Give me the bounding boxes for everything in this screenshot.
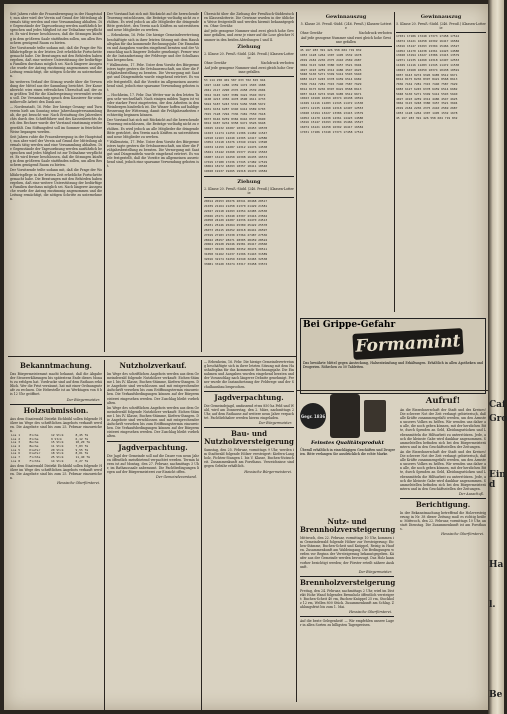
lottery-row: 3062 3115 3248 3380 3457 3521 3694 [396,101,458,106]
lottery-row: 5048 5130 5271 5349 5412 5593 5640 [300,72,362,77]
article-paragraph: — Nordenstadt, 16. Febr. Der hiesige Gesang- und Turnverein hielt am Sonntag seine Jahreshauptversammlung ab, die gut besucht war. Nach Erstattung des Jahresberichts durch den Schriftführer und des Kassenberichts durch den Rechner wurde der Vorstand einstimmig wiedergewählt. Das Stiftungsfest soll im Sommer in feierlicher Weise begangen werden. [10,105,102,134]
article-paragraph: Der Vorsitzende teilte sodann mit, daß die Frage der Wohlfahrtspflege in der letzten Zeit erhebliche Fortschritte gemacht habe. Die Beratungen mit den Behörden haben ergeben, daß eine weitere Unterstützung der bedürftigen Familien durchaus möglich sei. Nach längerer Aussprache wurde der Antrag einstimmig angenommen und die Leitung ermächtigt, die nötigen Schritte zu unternehmen. [10,168,102,202]
column-divider [104,12,105,352]
bottle-icon [330,394,360,438]
article-paragraph: In der Bekanntmachung betreffend die Holzversteigerung in Nr. 38 dieser Zeitung muß es richtig heißen: Mittwoch, den 22. Februar, vormittags 10 Uhr, anstatt Dienstag. Die Zusammenkunft ist am Forsthaus. [400,510,486,532]
lottery-row: 6083 6127 6245 6378 6459 6514 6682 [300,77,362,82]
table-cell: 11,40 fm [75,455,90,460]
lottery-row: 8014 8175 8236 8397 8421 8568 8613 [396,77,458,82]
section-heading: Bekanntmachung. [20,361,92,370]
lottery-numbers [396,35,486,120]
formamint-ad [300,318,486,394]
lottery-row: 13028 13194 13227 13386 13415 13579 [300,110,364,115]
divider [396,32,486,33]
column-divider [296,12,297,702]
lottery-notice: Ohne Gewähr [204,60,227,65]
lottery-title: Gewinnauszug [420,14,462,20]
edge-text: Gro [489,414,507,424]
lottery-note: Auf jede gezogene Nummer sind zwei gleich hohe Gewinne gefallen [300,36,392,45]
lottery-notice: Nachdruck verboten [260,60,294,65]
table-cell: Los 1 [11,432,21,437]
lottery-row: 16074 16121 16258 16392 16417 16584 [396,38,460,43]
article-paragraph: — Erbenheim, 16. Febr. Die hiesige Gemeindevertretung beschäftigte sich in ihrer letzten Sitzung mit dem Haushaltsplan für das kommende Rechnungsjahr. Die Einnahmen und Ausgaben wurden eingehend beraten und der Voranschlag nach längerer Debatte genehmigt. Ferner wurde die Instandsetzung der Feldwege und der Schulhausbau besprochen. [107,33,199,63]
lottery-row: 12071 12135 12260 12318 12497 12553 [396,58,460,63]
lottery-row: 14052 14170 14238 14361 14423 14580 [300,115,364,120]
article-paragraph: Samstag, den 25. Februar, vormittags 9 Uhr, werden im Stadtwald folgende Hölzer versteigert: Kiefern-Langholz, Fichten-Stangen I. bis V. Klasse, Buchen-Nutzscheit. Zusammenkunft am Forsthaus. Verzeichnisse sind gegen Gebühr erhältlich. [204,448,294,469]
table-cell: Los 6 [11,451,21,456]
signature: Hessische Bürgermeisterei. [244,469,292,474]
section-heading: Jagdverpachtung. [118,442,188,452]
aufruf-section [400,394,486,538]
lottery-row: 14052 14170 14238 14361 14423 14580 [396,48,460,53]
column-5 [396,12,486,122]
lottery-row: 11023 11174 11259 11306 11482 11547 [204,130,268,135]
edge-text: Be [489,690,503,700]
lottery-row: 5048 5130 5271 5349 5412 5593 5640 [396,91,458,96]
lottery-row: 15016 15147 15293 15304 15466 15527 [396,43,460,48]
article-paragraph: Das Bürgermeisteramt macht bekannt, daß die Abgabe der Steuererklärungen bis spätestens Ende dieses Monats zu erfolgen hat. Vordrucke sind auf dem Rathaus erhältlich. Wer die Frist versäumt, hat mit einer Ordnungsstrafe zu rechnen. Die Hebestelle ist an Werktagen von 8 bis 12 Uhr geöffnet. [10,372,102,397]
lottery-row: 15016 15147 15293 15304 15466 15527 [300,120,364,125]
notices-column-2 [107,360,199,481]
divider [204,76,294,77]
table-cell: 8,45 fm [75,432,89,437]
lottery-row: 8073 8146 8259 8384 8416 8537 8690 [204,116,266,121]
lottery-row: 11049 11116 11283 11345 11472 11530 [396,62,460,67]
section-heading: Jagdverpachtung. [214,392,284,402]
table-cell: Los 8 [11,458,21,463]
lottery-row: 10023 10168 10259 10374 10438 10591 [396,67,460,72]
article-paragraph: Mittwoch, den 22. Februar, vormittags 10 Uhr, kommen im Gemeindewald folgende Hölzer zur Versteigerung: Eichen-Stämme, Buchen-Scheit und Knüppel, Reisig in Haufen. Zusammenkunft am Waldeingang. Die Bedingungen werden vor Beginn der Versteigerung bekanntgegeben. Käufer aus der Gemeinde werden bevorzugt. Das Holz kann vorher besichtigt werden; der Förster erteilt nähere Auskunft. [300,536,394,569]
article-paragraph: Auf jede gezogene Nummer sind zwei gleich hohe Gewinne gefallen, und zwar je einer auf die Lose gleicher Nummer in den beiden Abteilungen I und II. [204,29,295,42]
signature: Der Gemeindevorstand. [156,474,197,479]
lottery-notice: Ohne Gewähr [300,31,323,36]
table-cell: Fichte [29,458,41,463]
wood-lot-table [10,434,102,464]
lottery-row: 1053 1128 1264 1307 1495 1532 1678 [396,110,458,115]
lottery-row: 4108 4213 4356 4478 4590 4611 4733 [204,97,266,102]
divider [204,427,294,428]
section-heading: Aufruf! [425,396,461,406]
lottery-row: 4027 4193 4259 4312 4486 4547 4625 [396,96,458,101]
lottery-title: Ziehung [237,179,261,186]
lottery-note: Auf jede gezogene Nummer sind zwei gleich hohe Gewinne gefallen [204,65,294,75]
article-paragraph: * Wallenstein, 17. Febr. Unter dem Vorsitz des Bürgermeisters tagte gestern die Ortsbauernschaft, um über die Frühjahrsbestellung zu beraten. Die Versorgung mit Saatgut und Düngemitteln wurde eingehend erörtert. Es wurde festgestellt, daß die Vorräte im allgemeinen ausreichend sind, jedoch eine sparsame Verwendung geboten ist. [107,139,199,169]
table-cell: 9 Stck [50,436,62,441]
divider [400,498,486,499]
table-cell: Los 5 [11,447,21,452]
section-heading: Nutzholzverkauf. [119,361,187,370]
signature: Hessische Oberförsterei. [349,610,392,615]
lottery-row: 1053 1128 1264 1307 1495 1532 1678 [300,53,362,58]
section-heading: Brennholzversteigerung [300,577,396,587]
column-4 [300,12,392,136]
divider [204,391,294,392]
lottery-row: 19028 19137 19265 19318 19470 19582 [204,169,268,174]
article-paragraph: * Wallenstein, 17. Febr. Unter dem Vorsitz des Bürgermeisters tagte gestern die Ortsbauernschaft, um über die Frühjahrsbestellung zu beraten. Die Versorgung mit Saatgut und Düngemitteln wurde eingehend erörtert. Es wurde festgestellt, daß die Vorräte im allgemeinen ausreichend sind, jedoch eine sparsame Verwendung geboten ist. [107,63,199,92]
article-paragraph: Aus dem Staatswald Distrikt Eichbühl sollen folgende Hölzer im Wege des schriftlichen Angebots verkauft werden. Die Angebote sind bis zum 25. Februar einzureichen. [10,463,102,480]
ad-caption: Feinstes Qualitätsprodukt [311,440,384,446]
table-cell: 9,55 fm [75,447,89,452]
lottery-row: 18064 18172 18293 18357 18411 18540 [204,164,268,169]
lottery-row: 17019 17180 17236 17345 17482 17519 [204,159,268,164]
lottery-subtitle: 5. Klasse 20. Preuß.-Südd. (246. Preuß.) Klassen-Lotterie [300,22,392,31]
lottery-numbers [204,200,294,266]
lottery-row: 11049 11116 11283 11345 11472 11530 [300,101,364,106]
signature: Der Bürgermeister. [66,397,100,402]
table-cell: 6,12 fm [75,436,89,441]
ad-text: Überall erhältlich in einschlägigen Geschäften und Drogerien. Bitte verlangen Sie ausdrücklich die echte Marke. [300,448,395,457]
table-cell: 6,27 fm [75,458,89,463]
lottery-row: 45 167 283 391 426 558 604 719 832 [300,48,362,53]
article-paragraph: Der Vorstand hat sich mit Rücksicht auf die herrschende Teuerung entschlossen, die Beiträge vorläufig nicht zu erhöhen. Es wird jedoch an alle Mitglieder die dringende Bitte gerichtet, den Verein nach Kräften zu unterstützen und neue Mitglieder zu werben. [107,12,199,33]
lottery-row: 10045 10132 10287 10391 10453 10578 [204,126,268,131]
lottery-row: 23026 23171 23240 23397 23416 23562 [204,213,268,218]
lottery-row: 3012 3145 3267 3389 3421 3540 3672 [204,92,266,97]
column-2 [107,12,199,169]
divider [107,441,199,442]
table-cell: 12 Stck [50,432,64,437]
article-paragraph: Seit Jahren ruhte die Frauenbewegung in der Hauptstadt; nun aber wird der Verein auf Grund der Mitteilung abermals tätig werden und eine Versammlung abhalten. Die Gegenstände der Tagesordnung werden ausführlich besprochen und jedes Mitglied ist zur Teilnahme verpflichtet. Es wird ferner beschlossen, daß die Sitzungen künftig in dem größeren Saale stattfinden sollen, um allen Besuchern genügend Raum zu bieten. [10,134,102,168]
lottery-row: 28042 28157 28271 28305 28459 28524 [204,237,268,242]
section-heading: Bau- und Nutzholzversteigerung [204,429,294,447]
lottery-row: 29064 29128 29246 29381 29417 29560 [204,242,268,247]
lottery-row: 7036 7162 7281 7315 7440 7587 7629 [300,82,362,87]
lottery-row: 33081 33120 33274 33317 33458 33572 [204,261,268,266]
table-cell: 8,01 fm [75,451,89,456]
table-cell: 20 Stck [50,447,64,452]
lottery-row: 10023 10168 10259 10374 10438 10591 [300,96,364,101]
lottery-title: Gewinnauszug [325,14,367,20]
lottery-row: 6031 6154 6287 6340 6412 6589 6703 [204,106,266,111]
article-paragraph: Im Wege des schriftlichen Angebots werden aus dem Gemeindewald folgende Nutzhölzer verkauft: Eichen-Stämme I. bis IV. Klasse, Buchen-Stämme, Kiefern-Stangen. Die Angebote sind verschlossen und mit entsprechender Aufschrift versehen bis zum Eröffnungstermin einzureichen. Die Verkaufsbedingungen können auf der Bürgermeisterei eingesehen werden. Der Zuschlag bleibt vorbehalten. [107,372,199,405]
ad-text: Auf die beste Gelegenheit! — Wir empfehlen unsere Lager in allen Sorten zu billigsten Tagespreisen. [300,619,394,628]
lottery-row: 24058 24129 24287 24336 24470 24513 [204,218,268,223]
lottery-row: 4027 4193 4259 4312 4486 4547 4625 [300,67,362,72]
lottery-row: 20014 20153 20276 20341 20468 20517 [204,199,268,204]
lottery-row: 26073 26115 26252 26318 26441 26597 [204,228,268,233]
lottery-row: 22047 22118 22293 22354 22485 22530 [204,208,268,213]
divider [300,616,394,617]
article-paragraph: Im weiteren Verlauf der Sitzung wurde über die Verwendung der Mittel aus der Sammlung berichtet. Der Kassenbericht wies einen erfreulichen Überschuß auf, der zum größten Teil für die Kinderspeisung verwendet werden soll. Die Versammlung sprach dem Kassierer für seine mühevolle Arbeit den Dank aus. [10,79,102,104]
lottery-row: 30027 30139 30288 30352 30476 30511 [204,247,268,252]
table-cell: 14 Stck [50,458,64,463]
edge-text: l. [489,600,496,610]
article-paragraph: An die Einwohnerschaft der Stadt und des Kreises! Die schwere Not der Zeit verlangt gebieterisch, daß alle Kräfte zusammengefaßt werden, um den Ärmsten unseres Volkes zu helfen. Wir wenden uns daher an alle, die noch geben können, mit der herzlichen Bitte, durch Spenden an Geld, Kleidungsstücken und Lebensmitteln die Hilfsarbeit zu unterstützen. Jede, auch die kleinste Gabe wird dankbar angenommen. Sammelstellen befinden sich bei den Bürgermeisterämtern und in den Geschäftsstellen der Zeitungen. [400,408,486,449]
section-divider [296,390,488,391]
lottery-row: 5024 5187 5243 5319 5456 5508 5672 [204,102,266,107]
divider [300,576,394,577]
lottery-title: Ziehung [237,43,261,50]
section-heading: Holzsubmission. [23,405,89,415]
divider [204,197,294,198]
table-cell: Los 2 [11,436,21,441]
lottery-row: 13052 13118 13276 13349 13421 13590 [204,140,268,145]
lottery-row: 9057 9143 9274 9326 9485 9512 9671 [300,91,362,96]
signature: Der Ausschuß. [458,491,484,496]
product-ad [300,394,395,514]
lottery-row: 2019 2184 2236 2375 2410 2569 2687 [300,58,362,63]
table-cell: Kiefer [29,451,41,456]
article-paragraph: Im Wege des schriftlichen Angebots werden aus dem Gemeindewald folgende Nutzhölzer verkauft: Eichen-Stämme I. bis IV. Klasse, Buchen-Stämme, Kiefern-Stangen. Die Angebote sind verschlossen und mit entsprechender Aufschrift versehen bis zum Eröffnungstermin einzureichen. Die Verkaufsbedingungen können auf der Bürgermeisterei eingesehen werden. Der Zuschlag bleibt vorbehalten. [107,405,199,439]
signature: Der Bürgermeister. [258,421,292,426]
brand-logo: Formamint [352,328,463,360]
lottery-row: 45 167 283 391 426 558 604 719 832 [396,115,458,120]
lottery-row: 3062 3115 3248 3380 3457 3521 3694 [300,62,362,67]
divider [204,176,294,177]
lottery-row: 2019 2184 2236 2375 2410 2569 2687 [396,106,458,111]
table-cell: 7,83 fm [75,444,89,449]
table-cell: Buche [29,444,39,449]
article-paragraph: Die Jagd der Gemeinde soll auf die Dauer von neun Jahren öffentlich meistbietend verpachtet werden. Termin hierzu ist auf Montag, den 27. Februar, nachmittags 3 Uhr, im Rathaussaale anberaumt. Die Pachtbedingungen liegen auf der Bürgermeisterei zur Einsicht offen. [107,453,199,474]
edge-text: Caf [489,400,506,410]
lottery-row: 27019 27183 27230 27364 27487 27536 [204,232,268,237]
lottery-row: 14034 14159 14287 14312 14476 14538 [204,145,268,150]
table-cell: 18 Stck [50,451,64,456]
column-divider [201,12,202,352]
lottery-row: 13028 13194 13227 13386 13415 13579 [396,53,460,58]
article-paragraph: — Hochheim, 17. Febr. Das Wetter war in den letzten Tagen sehr wechselhaft. Nach einigen milden Tagen ist wieder starker Frost eingetreten, der den Arbeiten in den Weinbergen hinderlich ist. Die Winzer hoffen auf baldige Besserung der Witterung, damit die Frühjahrsarbeiten rechtzeitig beginnen können. [107,92,199,118]
lottery-row: 15021 15142 15268 15377 15419 15563 [204,150,268,155]
table-cell: 25 Stck [50,455,64,460]
article-paragraph: Der Vorsitzende teilte sodann mit, daß die Frage der Wohlfahrtspflege in der letzten Zeit erhebliche Fortschritte gemacht habe. Die Beratungen mit den Behörden haben ergeben, daß eine weitere Unterstützung der bedürftigen Familien durchaus möglich sei. Nach längerer Aussprache wurde der Antrag einstimmig angenommen und die Leitung ermächtigt, die nötigen Schritte zu unternehmen. [10,45,102,79]
lottery-numbers [300,49,392,134]
newspaper-page [4,4,488,710]
table-cell: 11 Stck [50,444,64,449]
section-heading: Berichtigung. [415,499,471,509]
lottery-row: 21039 21164 21258 21370 21429 21581 [204,204,268,209]
lottery-row: 2041 2117 2290 2376 2458 2539 2604 [204,87,266,92]
lottery-row: 7036 7162 7281 7315 7440 7587 7629 [396,82,458,87]
lottery-row: 6083 6127 6245 6378 6459 6514 6682 [396,86,458,91]
lottery-notice: Nachdruck verboten [358,31,392,36]
lottery-row: 16074 16121 16258 16392 16417 16584 [300,125,364,130]
column-divider [394,12,395,312]
article-paragraph: Seit Jahren ruhte die Frauenbewegung in der Hauptstadt; nun aber wird der Verein auf Grund der Mitteilung abermals tätig werden und eine Versammlung abhalten. Die Gegenstände der Tagesordnung werden ausführlich besprochen und jedes Mitglied ist zur Teilnahme verpflichtet. Es wird ferner beschlossen, daß die Sitzungen künftig in dem größeren Saale stattfinden sollen, um allen Besuchern genügend Raum zu bieten. [10,12,102,45]
table-cell: Los 3 [11,440,21,445]
lottery-notice-row [300,31,392,35]
table-cell: 10,20 fm [75,440,90,445]
lottery-row: 7015 7128 7294 7336 7481 7550 7618 [204,111,266,116]
seal-icon: Gegr. 1836 [300,403,326,429]
lottery-numbers [204,79,294,174]
ad-headline: Bei Grippe-Gefahr [303,320,396,330]
article-paragraph: Freitag, den 24. Februar, nachmittags 2 Uhr, wird im Distrikt Hohe Wand folgendes Brennholz öffentlich versteigert: Buchen-Scheit 40 rm, Buchen-Knüppel 25 rm, Stockholz 12 rm, Wellen 800 Stück. Zusammenkunft am Schlag. Zahlungsfrist bis zum 1. Mai. [300,588,394,610]
column-divider [104,360,105,710]
edge-text: Ein d [489,470,506,490]
article-paragraph: Die Gemeindejagd, umfassend etwa 850 ha Feld und Wald, wird am Donnerstag, den 2. März, nachmittags 2 Uhr, auf dem Rathause auf weitere neun Jahre verpachtet. Pachtliebhaber werden hierzu eingeladen. [204,403,294,420]
section-divider [8,356,296,357]
article-paragraph: Übersicht über die Ziehung der Preußisch-Süddeutschen Klassenlotterie. Die Gewinne wurden in der üblichen Weise festgestellt und werden hiermit bekanntgegeben. Ohne Gewähr. [204,12,294,29]
table-cell: Eiche [29,432,39,437]
article-paragraph: An die Einwohnerschaft der Stadt und des Kreises! Die schwere Not der Zeit verlangt gebieterisch, daß alle Kräfte zusammengefaßt werden, um den Ärmsten unseres Volkes zu helfen. Wir wenden uns daher an alle, die noch geben können, mit der herzlichen Bitte, durch Spenden an Geld, Kleidungsstücken und Lebensmitteln die Hilfsarbeit zu unterstützen. Jede, auch die kleinste Gabe wird dankbar angenommen. Sammelstellen befinden sich bei den Bürgermeisterämtern und in den Geschäftsstellen der Zeitungen. [400,449,486,491]
ad-text: Das bewährte Mittel gegen Ansteckung, Halsentzündung und Erkältungen. Erhältlich in allen Apotheken und Drogerien. Röhrchen zu 50 Tabletten. [303,361,483,370]
table-cell: Los 7 [11,455,21,460]
article-paragraph: Der Vorstand hat sich mit Rücksicht auf die herrschende Teuerung entschlossen, die Beiträge vorläufig nicht zu erhöhen. Es wird jedoch an alle Mitglieder die dringende Bitte gerichtet, den Verein nach Kräften zu unterstützen und neue Mitglieder zu werben. [107,118,199,139]
lottery-row: 1027 1140 1286 1359 1472 1503 1688 [204,82,266,87]
section-heading: Nutz- und Brennholzversteigerung [300,517,396,534]
lottery-row: 16087 16113 16250 16398 16435 16574 [204,154,268,159]
signature: Der Bürgermeister. [358,569,392,574]
lottery-row: 12071 12135 12260 12318 12497 12553 [300,106,364,111]
lottery-row: 25031 25146 25264 25389 25422 25578 [204,223,268,228]
lottery-subtitle: 2. Klasse 20. Preuß.-Südd. (246. Preuß.) Klassen-Lotterie [204,187,294,196]
column-divider [201,360,202,710]
lottery-notice-row [204,61,294,65]
edge-text: Ha [489,560,504,570]
lottery-row: 31058 31162 31237 31396 31443 31589 [204,252,268,257]
lottery-row: 17031 17186 17240 17373 17458 17512 [300,130,364,135]
lottery-row: 53 114 258 401 587 633 702 815 944 [204,78,266,83]
divider [10,404,102,405]
lottery-row: 17031 17186 17240 17373 17458 17512 [396,34,460,39]
table-cell: Buche [29,440,39,445]
table-cell: 15 Stck [50,440,64,445]
lottery-subtitle: 2. Klasse 20. Preuß.-Südd. (246. Preuß.) Klassen-Lotterie [204,51,294,60]
article-paragraph: Aus dem Staatswald Distrikt Eichbühl sollen folgende Hölzer im Wege des schriftlichen Angebots verkauft werden. Die Angebote sind bis zum 25. Februar einzureichen. [10,416,102,433]
lottery-subtitle: 5. Klasse 20. Preuß.-Südd. (246. Preuß.) Klassen-Lotterie [396,22,486,31]
notices-column-3 [204,360,294,476]
signature: Hessische Oberförsterei. [57,480,100,485]
lottery-row: 12018 12163 12240 12395 12417 12586 [204,135,268,140]
column-3 [204,12,294,267]
package-icon [364,400,386,432]
auction-section [300,516,394,628]
table-cell: Fichte [29,455,41,460]
divider [300,46,392,47]
notices-column-1 [10,360,102,487]
lottery-row: 9057 9143 9274 9326 9485 9512 9671 [396,72,458,77]
lottery-row: 9012 9187 9234 9358 9471 9526 9648 [204,121,266,126]
table-cell: Kiefer [29,447,41,452]
column-1 [10,12,102,202]
table-cell: Los 4 [11,444,21,449]
article-paragraph: — Erbenheim, 16. Febr. Die hiesige Gemeindevertretung beschäftigte sich in ihrer letzten Sitzung mit dem Haushaltsplan für das kommende Rechnungsjahr. Die Einnahmen und Ausgaben wurden eingehend beraten und der Voranschlag nach längerer Debatte genehmigt. Ferner wurde die Instandsetzung der Feldwege und der Schulhausbau besprochen. [204,360,294,389]
signature: Hessische Oberförsterei. [441,532,484,537]
lottery-row: 8014 8175 8236 8397 8421 8568 8613 [300,86,362,91]
lottery-row: 32016 32174 32259 32340 32465 32538 [204,256,268,261]
table-cell: Eiche [29,436,39,441]
